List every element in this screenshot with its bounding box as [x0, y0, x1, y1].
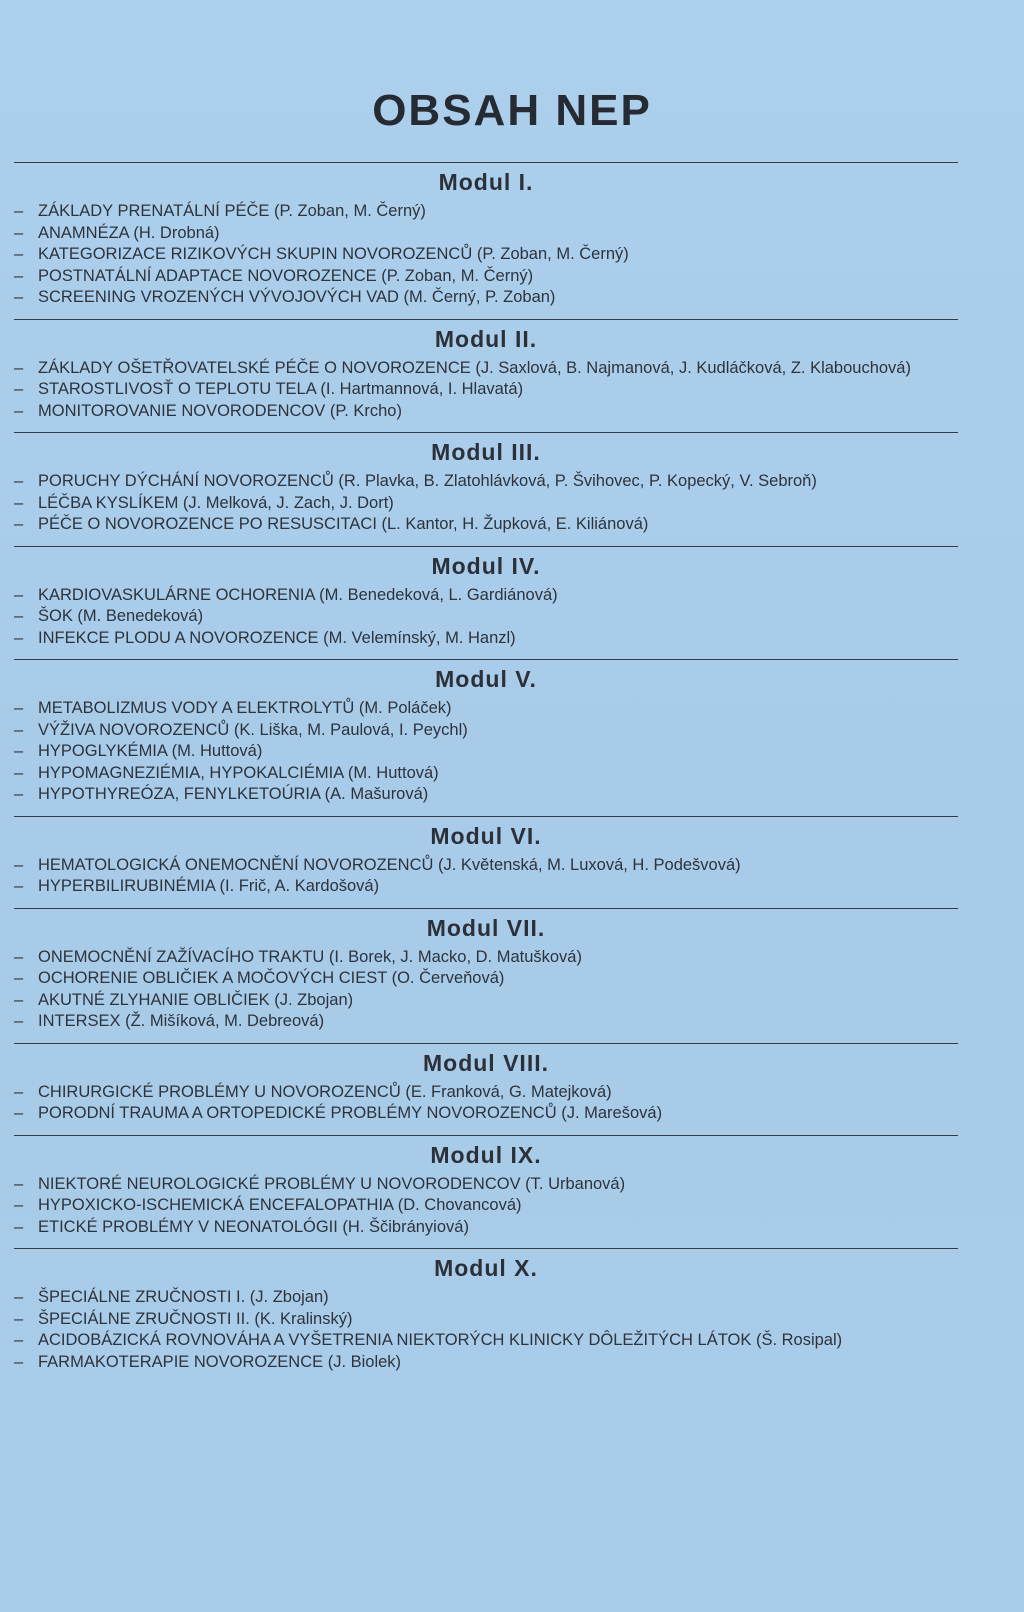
module-heading: Modul III. — [431, 439, 541, 465]
list-item-text: KATEGORIZACE RIZIKOVÝCH SKUPIN NOVOROZENCŮ (P. Zoban, M. Černý) — [38, 245, 629, 263]
list-item — [14, 514, 958, 536]
list-item-text: HYPOXICKO-ISCHEMICKÁ ENCEFALOPATHIA (D. Chovancová) — [38, 1196, 522, 1214]
dash-bullet: – — [14, 990, 24, 1009]
dash-bullet: – — [14, 699, 24, 717]
module-heading: Modul VII. — [426, 914, 546, 941]
dash-bullet: – — [14, 1012, 24, 1030]
list-item — [14, 379, 958, 401]
dash-bullet: – — [14, 1331, 24, 1349]
module-item-list — [14, 1287, 958, 1373]
list-item — [14, 990, 958, 1012]
dash-bullet: – — [14, 607, 24, 625]
dash-bullet: – — [14, 947, 24, 966]
section-divider — [14, 319, 958, 320]
list-item-text: METABOLIZMUS VODY A ELEKTROLYTŮ (M. Poláček) — [38, 699, 452, 717]
module-section — [14, 162, 958, 309]
module-item-list — [14, 358, 958, 423]
list-item-text: PORUCHY DÝCHÁNÍ NOVOROZENCŮ (R. Plavka, B. Zlatohlávková, P. Švihovec, P. Kopecký, V. Sebroň) — [38, 472, 817, 490]
list-item-text: ACIDOBÁZICKÁ ROVNOVÁHA A VYŠETRENIA NIEKTORÝCH KLINICKY DÔLEŽITÝCH LÁTOK (Š. Rosipal) — [38, 1331, 843, 1349]
dash-bullet: – — [14, 401, 24, 420]
module-heading: Modul I. — [438, 169, 534, 195]
list-item — [14, 201, 958, 223]
dash-bullet: – — [14, 1174, 24, 1193]
dash-bullet: – — [14, 1352, 24, 1371]
section-divider — [14, 1135, 958, 1136]
dash-bullet: – — [14, 763, 24, 782]
module-section — [14, 546, 958, 650]
dash-bullet: – — [14, 223, 24, 242]
list-item — [14, 698, 958, 720]
dash-bullet: – — [14, 585, 24, 604]
dash-bullet: – — [14, 855, 24, 874]
dash-bullet: – — [14, 628, 24, 647]
list-item — [14, 1330, 958, 1352]
dash-bullet: – — [14, 245, 24, 263]
list-item-text: POSTNATÁLNÍ ADAPTACE NOVOROZENCE (P. Zoban, M. Černý) — [38, 266, 534, 285]
list-item — [14, 1011, 958, 1033]
dash-bullet: – — [14, 358, 24, 377]
list-item — [14, 1309, 958, 1331]
list-item-text: ZÁKLADY PRENATÁLNÍ PÉČE (P. Zoban, M. Černý) — [38, 202, 426, 220]
dash-bullet: – — [14, 493, 24, 512]
module-heading: Modul IX. — [430, 1141, 542, 1168]
dash-bullet: – — [14, 288, 24, 306]
module-heading: Modul VIII. — [423, 1049, 549, 1076]
dash-bullet: – — [14, 1082, 24, 1101]
module-item-list — [14, 698, 958, 806]
module-item-list — [14, 855, 958, 898]
module-heading: Modul VI. — [430, 822, 542, 849]
module-heading: Modul IV. — [431, 552, 541, 579]
list-item — [14, 287, 958, 309]
list-item-text: NIEKTORÉ NEUROLOGICKÉ PROBLÉMY U NOVORODENCOV (T. Urbanová) — [38, 1174, 626, 1193]
list-item — [14, 266, 958, 288]
list-item — [14, 1352, 958, 1374]
dash-bullet: – — [14, 266, 24, 285]
list-item — [14, 876, 958, 898]
section-divider — [14, 1248, 958, 1249]
list-item — [14, 855, 958, 877]
list-item-text: ZÁKLADY OŠETŘOVATELSKÉ PÉČE O NOVOROZENCE (J. Saxlová, B. Najmanová, J. Kudláčková, Z. Klabouchová) — [38, 358, 911, 377]
dash-bullet: – — [14, 742, 24, 760]
list-item-text: STAROSTLIVOSŤ O TEPLOTU TELA (I. Hartmannová, I. Hlavatá) — [38, 380, 524, 398]
table-of-contents — [14, 162, 958, 1383]
module-item-list — [14, 471, 958, 536]
module-section — [14, 659, 958, 806]
list-item-text: MONITOROVANIE NOVORODENCOV (P. Krcho) — [38, 401, 402, 420]
dash-bullet: – — [14, 969, 24, 987]
list-item-text: INFEKCE PLODU A NOVOROZENCE (M. Velemínský, M. Hanzl) — [38, 628, 516, 647]
list-item-text: AKUTNÉ ZLYHANIE OBLIČIEK (J. Zbojan) — [38, 990, 354, 1009]
list-item — [14, 401, 958, 423]
list-item — [14, 471, 958, 493]
list-item-text: HYPOTHYREÓZA, FENYLKETOÚRIA (A. Mašurová) — [38, 785, 429, 803]
list-item-text: CHIRURGICKÉ PROBLÉMY U NOVOROZENCŮ (E. Franková, G. Matejková) — [38, 1082, 612, 1101]
list-item — [14, 1103, 958, 1125]
list-item-text: INTERSEX (Ž. Mišíková, M. Debreová) — [38, 1012, 325, 1030]
list-item-text: KARDIOVASKULÁRNE OCHORENIA (M. Benedeková, L. Gardiánová) — [38, 585, 558, 604]
list-item-text: OCHORENIE OBLIČIEK A MOČOVÝCH CIEST (O. Červeňová) — [38, 969, 505, 987]
module-section — [14, 816, 958, 898]
section-divider — [14, 908, 958, 909]
list-item — [14, 358, 958, 380]
dash-bullet: – — [14, 1309, 24, 1328]
module-section — [14, 1043, 958, 1125]
module-section — [14, 432, 958, 536]
dash-bullet: – — [14, 380, 24, 398]
module-heading: Modul V. — [435, 666, 537, 692]
list-item — [14, 1195, 958, 1217]
list-item-text: HYPOMAGNEZIÉMIA, HYPOKALCIÉMIA (M. Huttová) — [38, 763, 439, 782]
list-item — [14, 1174, 958, 1196]
dash-bullet: – — [14, 1104, 24, 1122]
list-item-text: ONEMOCNĚNÍ ZAŽÍVACÍHO TRAKTU (I. Borek, J. Macko, D. Matušková) — [38, 947, 582, 966]
list-item — [14, 1082, 958, 1104]
list-item — [14, 585, 958, 607]
module-heading: Modul II. — [434, 325, 538, 352]
list-item — [14, 763, 958, 785]
dash-bullet: – — [14, 472, 24, 490]
list-item-text: LÉČBA KYSLÍKEM (J. Melková, J. Zach, J. Dort) — [38, 493, 394, 512]
module-item-list — [14, 201, 958, 309]
module-section — [14, 319, 958, 423]
section-divider — [14, 1043, 958, 1044]
module-item-list — [14, 1174, 958, 1239]
list-item-text: ETICKÉ PROBLÉMY V NEONATOLÓGII (H. Ščibrányiová) — [38, 1217, 469, 1236]
module-item-list — [14, 585, 958, 650]
list-item-text: ŠPECIÁLNE ZRUČNOSTI II. (K. Kralinský) — [38, 1309, 353, 1328]
list-item-text: PÉČE O NOVOROZENCE PO RESUSCITACI (L. Kantor, H. Župková, E. Kiliánová) — [38, 515, 649, 533]
list-item — [14, 720, 958, 742]
list-item — [14, 947, 958, 969]
list-item-text: SCREENING VROZENÝCH VÝVOJOVÝCH VAD (M. Černý, P. Zoban) — [38, 288, 556, 306]
list-item — [14, 968, 958, 990]
list-item-text: PORODNÍ TRAUMA A ORTOPEDICKÉ PROBLÉMY NOVOROZENCŮ (J. Marešová) — [38, 1104, 663, 1122]
section-divider — [14, 432, 958, 433]
dash-bullet: – — [14, 1217, 24, 1236]
list-item-text: ŠOK (M. Benedeková) — [38, 607, 204, 625]
list-item-text: ANAMNÉZA (H. Drobná) — [38, 223, 220, 242]
dash-bullet: – — [14, 202, 24, 220]
list-item — [14, 606, 958, 628]
list-item — [14, 628, 958, 650]
module-heading: Modul X. — [434, 1255, 538, 1281]
dash-bullet: – — [14, 720, 24, 739]
section-divider — [14, 816, 958, 817]
list-item-text: HEMATOLOGICKÁ ONEMOCNĚNÍ NOVOROZENCŮ (J. Květenská, M. Luxová, H. Podešvová) — [38, 855, 741, 874]
list-item — [14, 223, 958, 245]
dash-bullet: – — [14, 1196, 24, 1214]
list-item — [14, 741, 958, 763]
dash-bullet: – — [14, 785, 24, 803]
section-divider — [14, 546, 958, 547]
list-item — [14, 493, 958, 515]
section-divider — [14, 659, 958, 660]
list-item — [14, 244, 958, 266]
list-item-text: FARMAKOTERAPIE NOVOROZENCE (J. Biolek) — [38, 1352, 402, 1371]
module-section — [14, 908, 958, 1033]
list-item — [14, 784, 958, 806]
list-item — [14, 1287, 958, 1309]
dash-bullet: – — [14, 877, 24, 895]
dash-bullet: – — [14, 1288, 24, 1306]
section-divider — [14, 162, 958, 163]
module-section — [14, 1135, 958, 1239]
dash-bullet: – — [14, 515, 24, 533]
module-section — [14, 1248, 958, 1373]
list-item — [14, 1217, 958, 1239]
page-title: OBSAH NEP — [372, 86, 652, 135]
list-item-text: ŠPECIÁLNE ZRUČNOSTI I. (J. Zbojan) — [38, 1288, 329, 1306]
module-item-list — [14, 947, 958, 1033]
list-item-text: VÝŽIVA NOVOROZENCŮ (K. Liška, M. Paulová, I. Peychl) — [38, 720, 468, 739]
module-item-list — [14, 1082, 958, 1125]
list-item-text: HYPOGLYKÉMIA (M. Huttová) — [38, 742, 263, 760]
list-item-text: HYPERBILIRUBINÉMIA (I. Frič, A. Kardošová) — [38, 877, 380, 895]
